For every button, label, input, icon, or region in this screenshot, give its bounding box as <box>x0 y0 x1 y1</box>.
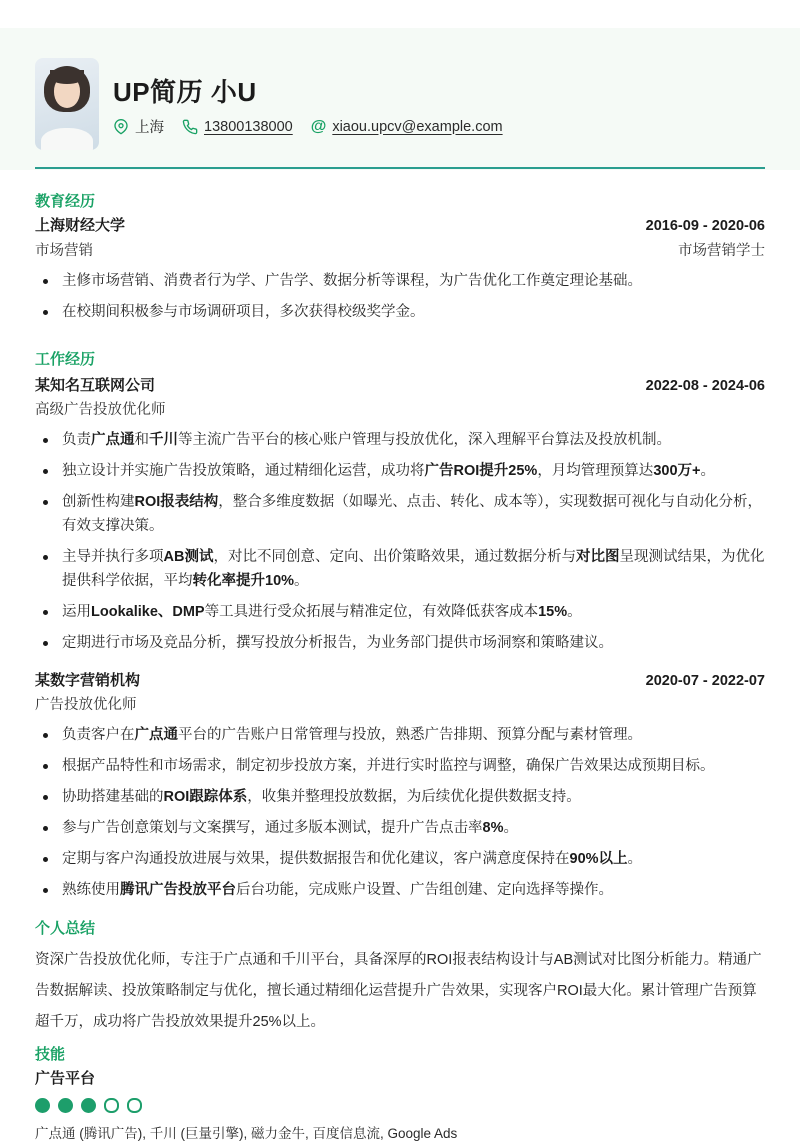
education-entry-header <box>35 214 765 235</box>
school-name: 上海财经大学 <box>35 217 126 234</box>
bullet-item <box>35 545 765 593</box>
candidate-name: UP简历 小U <box>113 77 257 107</box>
location-pin-icon <box>113 119 129 135</box>
bullet-text: 负责广点通和千川等主流广告平台的核心账户管理与投放优化，深入理解平台算法及投放机制。 <box>62 432 671 448</box>
bullet-text: 协助搭建基础的ROI跟踪体系，收集并整理投放数据，为后续优化提供数据支持。 <box>62 789 581 805</box>
photo-shirt <box>41 128 93 150</box>
bullet-item <box>35 723 765 747</box>
bullet-item <box>35 816 765 840</box>
skill-level-dots <box>35 1098 765 1113</box>
bullet-item <box>35 600 765 624</box>
degree-name: 市场营销学士 <box>678 243 765 259</box>
summary-paragraph: 资深广告投放优化师，专注于广点通和千川平台，具备深厚的ROI报表结构设计与AB测试对比图分析能力。精通广告数据解读、投放策略制定与优化，擅长通过精细化运营提升广告效果，实现客户ROI最大化。累计管理广告预算超千万，成功将广告投放效果提升25%以上。 <box>35 952 762 1030</box>
phone-icon <box>182 119 198 135</box>
bullet-text: 负责客户在广点通平台的广告账户日常管理与投放，熟悉广告排期、预算分配与素材管理。 <box>62 727 642 743</box>
bullet-item <box>35 490 765 538</box>
skill-group-name: 广告平台 <box>35 1070 96 1087</box>
bullet-item <box>35 428 765 452</box>
bullet-text: 主修市场营销、消费者行为学、广告学、数据分析等课程，为广告优化工作奠定理论基础。 <box>62 273 642 289</box>
bullet-text: 定期与客户沟通投放进展与效果，提供数据报告和优化建议，客户满意度保持在90%以上。 <box>62 851 643 867</box>
education-bullet-list <box>35 269 765 324</box>
location-text: 上海 <box>135 120 164 136</box>
contact-email <box>311 118 503 136</box>
section-title-summary: 个人总结 <box>35 920 96 937</box>
skill-dot-empty <box>127 1098 142 1113</box>
resume-header <box>0 28 800 170</box>
bullet-item <box>35 847 765 871</box>
skill-dot-filled <box>35 1098 50 1113</box>
skill-dot-filled <box>81 1098 96 1113</box>
email-link[interactable]: xiaou.upcv@example.com <box>332 118 503 135</box>
company-name: 某数字营销机构 <box>35 672 141 689</box>
job-role: 高级广告投放优化师 <box>35 402 166 418</box>
contact-row <box>113 116 521 137</box>
profile-photo <box>35 58 99 150</box>
job-bullet-list <box>35 428 765 655</box>
skill-dot-filled <box>58 1098 73 1113</box>
section-title-education: 教育经历 <box>35 193 96 210</box>
bullet-text: 运用Lookalike、DMP等工具进行受众拓展与精准定位，有效降低获客成本15%。 <box>62 604 582 620</box>
bullet-text: 在校期间积极参与市场调研项目，多次获得校级奖学金。 <box>62 304 425 320</box>
photo-fringe <box>50 70 84 84</box>
phone-link[interactable]: 13800138000 <box>204 118 293 135</box>
company-name: 某知名互联网公司 <box>35 377 156 394</box>
contact-phone <box>182 119 293 135</box>
job-role: 广告投放优化师 <box>35 697 137 713</box>
job-dates: 2022-08 - 2024-06 <box>645 378 765 394</box>
job-entry-header <box>35 669 765 690</box>
bullet-text: 主导并执行多项AB测试，对比不同创意、定向、出价策略效果，通过数据分析与对比图呈现测试结果，为优化提供科学依据，平均转化率提升10%。 <box>62 549 765 589</box>
section-title-work: 工作经历 <box>35 351 96 368</box>
bullet-text: 根据产品特性和市场需求，制定初步投放方案，并进行实时监控与调整，确保广告效果达成预期目标。 <box>62 758 715 774</box>
at-icon: @ <box>310 117 327 135</box>
bullet-item <box>35 300 765 324</box>
bullet-item <box>35 631 765 655</box>
bullet-text: 定期进行市场及竞品分析，撰写投放分析报告，为业务部门提供市场洞察和策略建议。 <box>62 635 613 651</box>
resume-body <box>0 170 800 1142</box>
skill-items-text: 广点通 (腾讯广告), 千川 (巨量引擎), 磁力金牛, 百度信息流, Google Ads <box>35 1126 458 1141</box>
bullet-item <box>35 459 765 483</box>
job-entry-subheader <box>35 398 765 419</box>
bullet-item <box>35 269 765 293</box>
job-entry-subheader <box>35 693 765 714</box>
job-bullet-list <box>35 723 765 902</box>
bullet-text: 独立设计并实施广告投放策略，通过精细化运营，成功将广告ROI提升25%，月均管理预算达300万+。 <box>62 463 715 479</box>
contact-location <box>113 116 164 137</box>
bullet-item <box>35 878 765 902</box>
bullet-text: 参与广告创意策划与文案撰写，通过多版本测试，提升广告点击率8%。 <box>62 820 518 836</box>
header-divider-line <box>35 167 765 169</box>
major-name: 市场营销 <box>35 243 93 259</box>
education-entry-subheader <box>35 239 765 260</box>
education-dates: 2016-09 - 2020-06 <box>645 218 765 234</box>
bullet-text: 熟练使用腾讯广告投放平台后台功能，完成账户设置、广告组创建、定向选择等操作。 <box>62 882 613 898</box>
bullet-item <box>35 785 765 809</box>
section-title-skills: 技能 <box>35 1046 66 1063</box>
bullet-text: 创新性构建ROI报表结构，整合多维度数据（如曝光、点击、转化、成本等），实现数据可视化与自动化分析，有效支撑决策。 <box>62 494 763 534</box>
skill-dot-empty <box>104 1098 119 1113</box>
bullet-item <box>35 754 765 778</box>
job-entry-header <box>35 374 765 395</box>
job-dates: 2020-07 - 2022-07 <box>645 673 765 689</box>
